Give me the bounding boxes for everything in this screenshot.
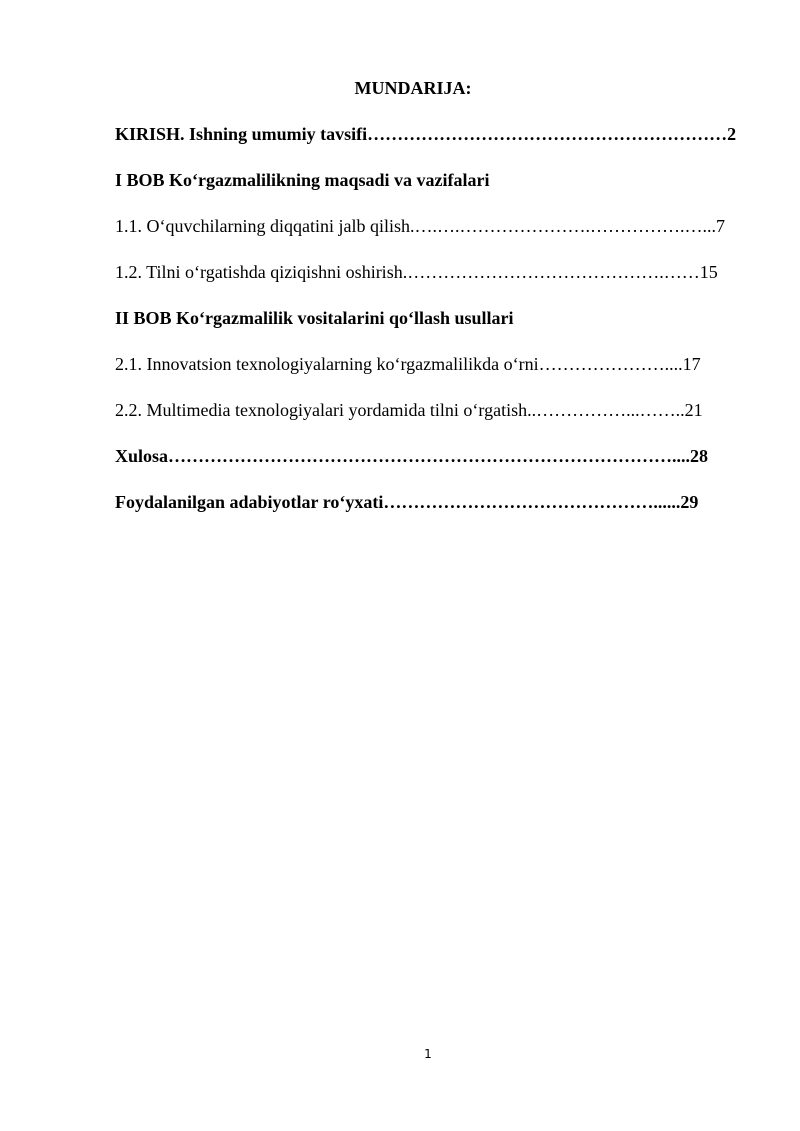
toc-entry-xulosa: Xulosa…………………………………………………………………………....28 xyxy=(115,446,709,466)
toc-heading-chapter-1: I BOB Ko‘rgazmalilikning maqsadi va vazifalari xyxy=(115,170,490,190)
toc-entry-2-1: 2.1. Innovatsion texnologiyalarning ko‘rgazmalilikda o‘rni…………………....17 xyxy=(115,354,701,374)
page-number: 1 xyxy=(424,1047,432,1061)
page-title: MUNDARIJA: xyxy=(354,78,472,98)
toc-entry-1-2: 1.2. Tilni o‘rgatishda qiziqishni oshirish.…………………………………….……15 xyxy=(115,262,718,282)
toc-entry-adabiyotlar: Foydalanilgan adabiyotlar ro‘yxati………………………………………......29 xyxy=(115,492,699,512)
toc-entry-1-1: 1.1. O‘quvchilarning diqqatini jalb qilish.….….………………….…………….…...7 xyxy=(115,216,725,236)
toc-entry-kirish: KIRISH. Ishning umumiy tavsifi……………………………………………………2 xyxy=(115,124,737,144)
toc-entry-2-2: 2.2. Multimedia texnologiyalari yordamida tilni o‘rgatish..……………...……..21 xyxy=(115,400,703,420)
toc-heading-chapter-2: II BOB Ko‘rgazmalilik vositalarini qo‘llash usullari xyxy=(115,308,514,328)
